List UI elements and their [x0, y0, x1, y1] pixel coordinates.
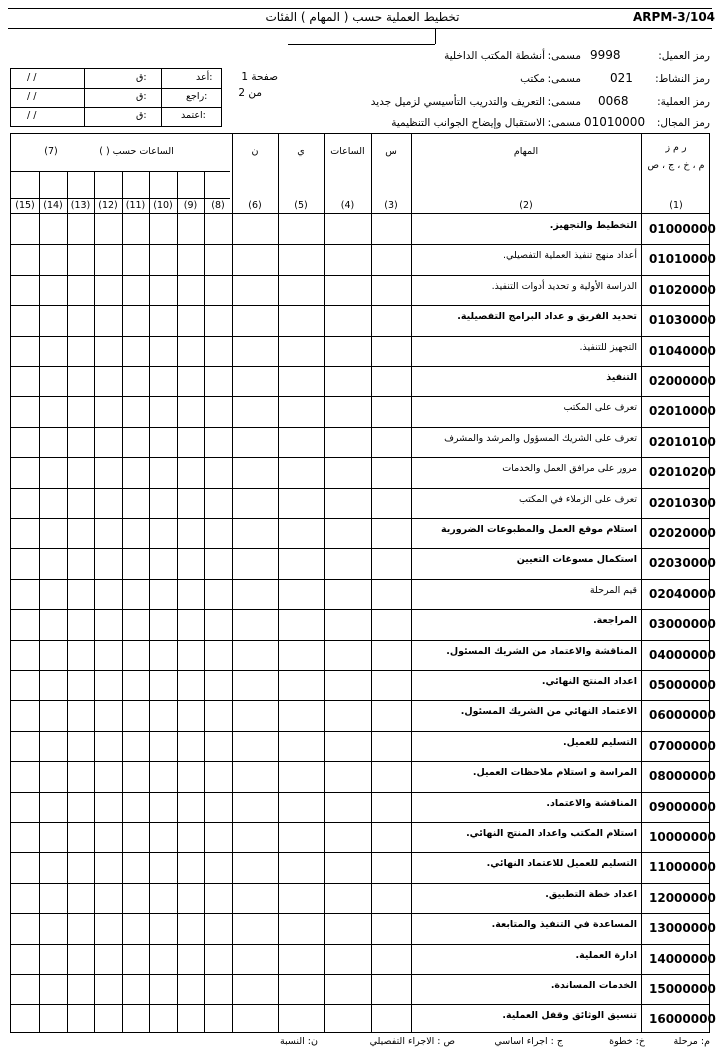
row-divider: [11, 609, 709, 610]
row-divider: [11, 518, 709, 519]
col-tasks: المهام: [513, 146, 539, 157]
row-divider: [11, 396, 709, 397]
row-divider: [11, 700, 709, 701]
domain-code: 01010000: [584, 115, 646, 129]
row-task: التخطيط والتجهيز.: [549, 220, 637, 231]
row-task: استلام المكتب واعداد المنتج النهائي.: [466, 828, 637, 839]
row-code: 10000000: [649, 830, 716, 844]
row-code: 06000000: [649, 708, 716, 723]
col-code-head: ر م ز: [665, 142, 687, 153]
col-number: (1): [669, 200, 683, 211]
row-task: التسليم للعميل للاعتماد النهائي.: [486, 858, 637, 870]
row-task: التجهيز للتنفيذ.: [579, 341, 637, 353]
col-number: (2): [519, 200, 533, 211]
row-code: 01000000: [649, 222, 716, 236]
row-task: مرور على مرافق العمل والخدمات: [502, 463, 637, 475]
col-number: (9): [183, 200, 198, 211]
row-divider: [11, 731, 709, 732]
col-number: (4): [340, 200, 355, 211]
row-code: 01020000: [649, 282, 716, 297]
row-divider: [11, 336, 709, 337]
signoff-label: أعد:: [196, 72, 213, 83]
signoff-label: اعتمد:: [181, 110, 206, 121]
row-code: 01030000: [649, 313, 716, 328]
row-divider: [11, 822, 709, 823]
col-n: ن: [251, 146, 259, 157]
row-task: قيم المرحلة: [589, 584, 637, 596]
row-code: 02010200: [649, 465, 716, 480]
row-code: 01010000: [649, 252, 716, 267]
row-code: 02020000: [649, 526, 716, 540]
page-total: من 2: [238, 87, 262, 99]
activity-name-label: مسمى:: [547, 73, 581, 85]
row-task: الخدمات المساندة.: [550, 980, 637, 991]
process-code: 0068: [598, 94, 629, 108]
row-task: استلام موقع العمل والمطبوعات الضرورية: [440, 524, 637, 535]
row-divider: [11, 974, 709, 975]
process-name: التعريف والتدريب التأسيسي لزميل جديد: [370, 96, 545, 108]
col-seven: (7): [44, 146, 58, 157]
row-task: المساعدة في التنفيذ والمتابعة.: [491, 919, 637, 931]
activity-name: مكتب: [520, 73, 545, 85]
document-title: تخطيط العملية حسب ( المهام ) الفئات: [265, 10, 460, 24]
client-code-label: رمز العميل:: [658, 50, 710, 62]
legend-j: ج : اجراء اساسي: [494, 1036, 563, 1047]
col-number: (5): [294, 200, 308, 211]
header-rule: [8, 28, 712, 29]
row-divider: [11, 640, 709, 641]
row-task: تعرف على المكتب: [563, 402, 637, 414]
domain-name-label: مسمى:: [547, 117, 581, 129]
col-y: ي: [297, 146, 305, 157]
signoff-q: ق:: [136, 110, 147, 121]
col-hours-by: الساعات حسب ( ): [99, 146, 174, 157]
row-task: المناقشة والاعتماد.: [546, 797, 637, 809]
row-divider: [11, 548, 709, 549]
signoff-row: [11, 107, 221, 126]
signoff-q: ق:: [136, 72, 147, 83]
process-code-label: رمز العملية:: [657, 96, 710, 108]
signoff-label: راجع:: [186, 91, 208, 102]
row-task: الدراسة الأولية و تحديد أدوات التنفيذ.: [491, 280, 637, 292]
process-name-label: مسمى:: [547, 96, 581, 108]
row-task: المراجعة.: [593, 615, 637, 627]
row-code: 02000000: [649, 374, 716, 388]
row-code: 02010100: [649, 434, 716, 449]
row-code: 13000000: [649, 921, 716, 936]
row-code: 15000000: [649, 982, 716, 996]
row-divider: [11, 275, 709, 276]
row-code: 02040000: [649, 586, 716, 601]
client-name-label: مسمى:: [547, 50, 581, 62]
row-code: 02030000: [649, 556, 716, 571]
row-task: استكمال مسوغات التعيين: [516, 554, 637, 566]
row-divider: [11, 761, 709, 762]
row-divider: [11, 457, 709, 458]
row-code: 04000000: [649, 647, 716, 662]
row-code: 12000000: [649, 890, 716, 905]
row-divider: [11, 670, 709, 671]
col-number: (6): [248, 200, 262, 211]
signoff-row: [11, 69, 221, 89]
col-number: (8): [211, 200, 225, 211]
row-task: تعرف على الشريك المسؤول والمرشد والمشرف: [444, 432, 637, 444]
row-task: أعداد منهج تنفيذ العملية التفصيلي.: [503, 250, 637, 262]
col-number: (3): [384, 200, 398, 211]
title-underline: [288, 44, 435, 45]
row-task: التسليم للعميل.: [562, 736, 637, 748]
row-divider: [11, 792, 709, 793]
row-task: تنسيق الوثائق وقفل العملية.: [502, 1010, 637, 1022]
col-number: (15): [15, 200, 35, 211]
activity-code-label: رمز النشاط:: [655, 73, 710, 85]
domain-name: الاستقبال وإيضاح الجوانب التنظيمية: [391, 117, 545, 129]
domain-code-label: رمز المجال:: [656, 117, 710, 129]
row-divider: [11, 852, 709, 853]
row-code: 07000000: [649, 738, 716, 753]
row-divider: [11, 1004, 709, 1005]
row-task: التنفيذ: [606, 372, 637, 383]
client-code: 9998: [590, 48, 621, 62]
col-number: (12): [98, 200, 118, 211]
row-task: الاعتماد النهائي من الشريك المسئول.: [460, 706, 637, 718]
row-code: 05000000: [649, 678, 716, 692]
row-divider: [11, 305, 709, 306]
col-code-sub: م ، خ ، ج ، ص: [647, 160, 705, 171]
row-divider: [11, 244, 709, 245]
row-code: 08000000: [649, 769, 716, 784]
row-task: تحديد الفريق و عداد البرامج التفصيلية.: [457, 311, 637, 323]
col-number: (13): [70, 200, 91, 211]
col-hours: الساعات: [330, 146, 365, 157]
legend-n: ن: النسبة: [279, 1036, 318, 1047]
signoff-date: / /: [27, 72, 37, 83]
row-code: 02010300: [649, 495, 716, 510]
row-code: 02010000: [649, 404, 716, 419]
row-divider: [11, 366, 709, 367]
row-divider: [11, 488, 709, 489]
signoff-date: / /: [27, 110, 37, 121]
row-task: اعداد خطة التطبيق.: [545, 888, 637, 900]
row-task: ادارة العملية.: [575, 949, 637, 961]
signoff-date: / /: [27, 91, 37, 102]
row-code: 01040000: [649, 343, 716, 358]
row-divider: [11, 579, 709, 580]
task-table: [10, 133, 716, 1033]
legend-kh: خ: خطوة: [609, 1036, 645, 1047]
row-divider: [11, 883, 709, 884]
document-code: ARPM-3/104: [633, 10, 716, 24]
col-s: س: [385, 146, 397, 157]
row-task: المراسة و استلام ملاحظات العميل.: [472, 767, 637, 779]
row-divider: [11, 944, 709, 945]
signoff-q: ق:: [136, 91, 147, 102]
signoff-box: [10, 68, 222, 127]
row-code: 11000000: [649, 860, 716, 875]
row-divider: [11, 427, 709, 428]
row-task: اعداد المنتج النهائي.: [541, 676, 637, 687]
col-number: (11): [125, 200, 146, 211]
row-divider: [11, 913, 709, 914]
col-number: (14): [43, 200, 63, 211]
row-task: المناقشة والاعتماد من الشريك المسئول.: [446, 645, 637, 657]
top-rule: [8, 8, 712, 9]
signoff-row: [11, 88, 221, 108]
page-number: صفحة 1: [241, 71, 278, 83]
activity-code: 021: [610, 71, 633, 85]
row-code: 14000000: [649, 951, 716, 966]
legend-s: ص : الاجراء التفصيلي: [369, 1036, 455, 1047]
title-tick: [435, 28, 436, 44]
row-code: 09000000: [649, 799, 716, 814]
col-number: (10): [153, 200, 173, 211]
row-task: تعرف على الزملاء في المكتب: [518, 493, 637, 505]
legend-m: م: مرحلة: [673, 1036, 710, 1047]
row-code: 16000000: [649, 1012, 716, 1027]
row-code: 03000000: [649, 617, 716, 632]
client-name: أنشطة المكتب الداخلية: [444, 50, 545, 62]
